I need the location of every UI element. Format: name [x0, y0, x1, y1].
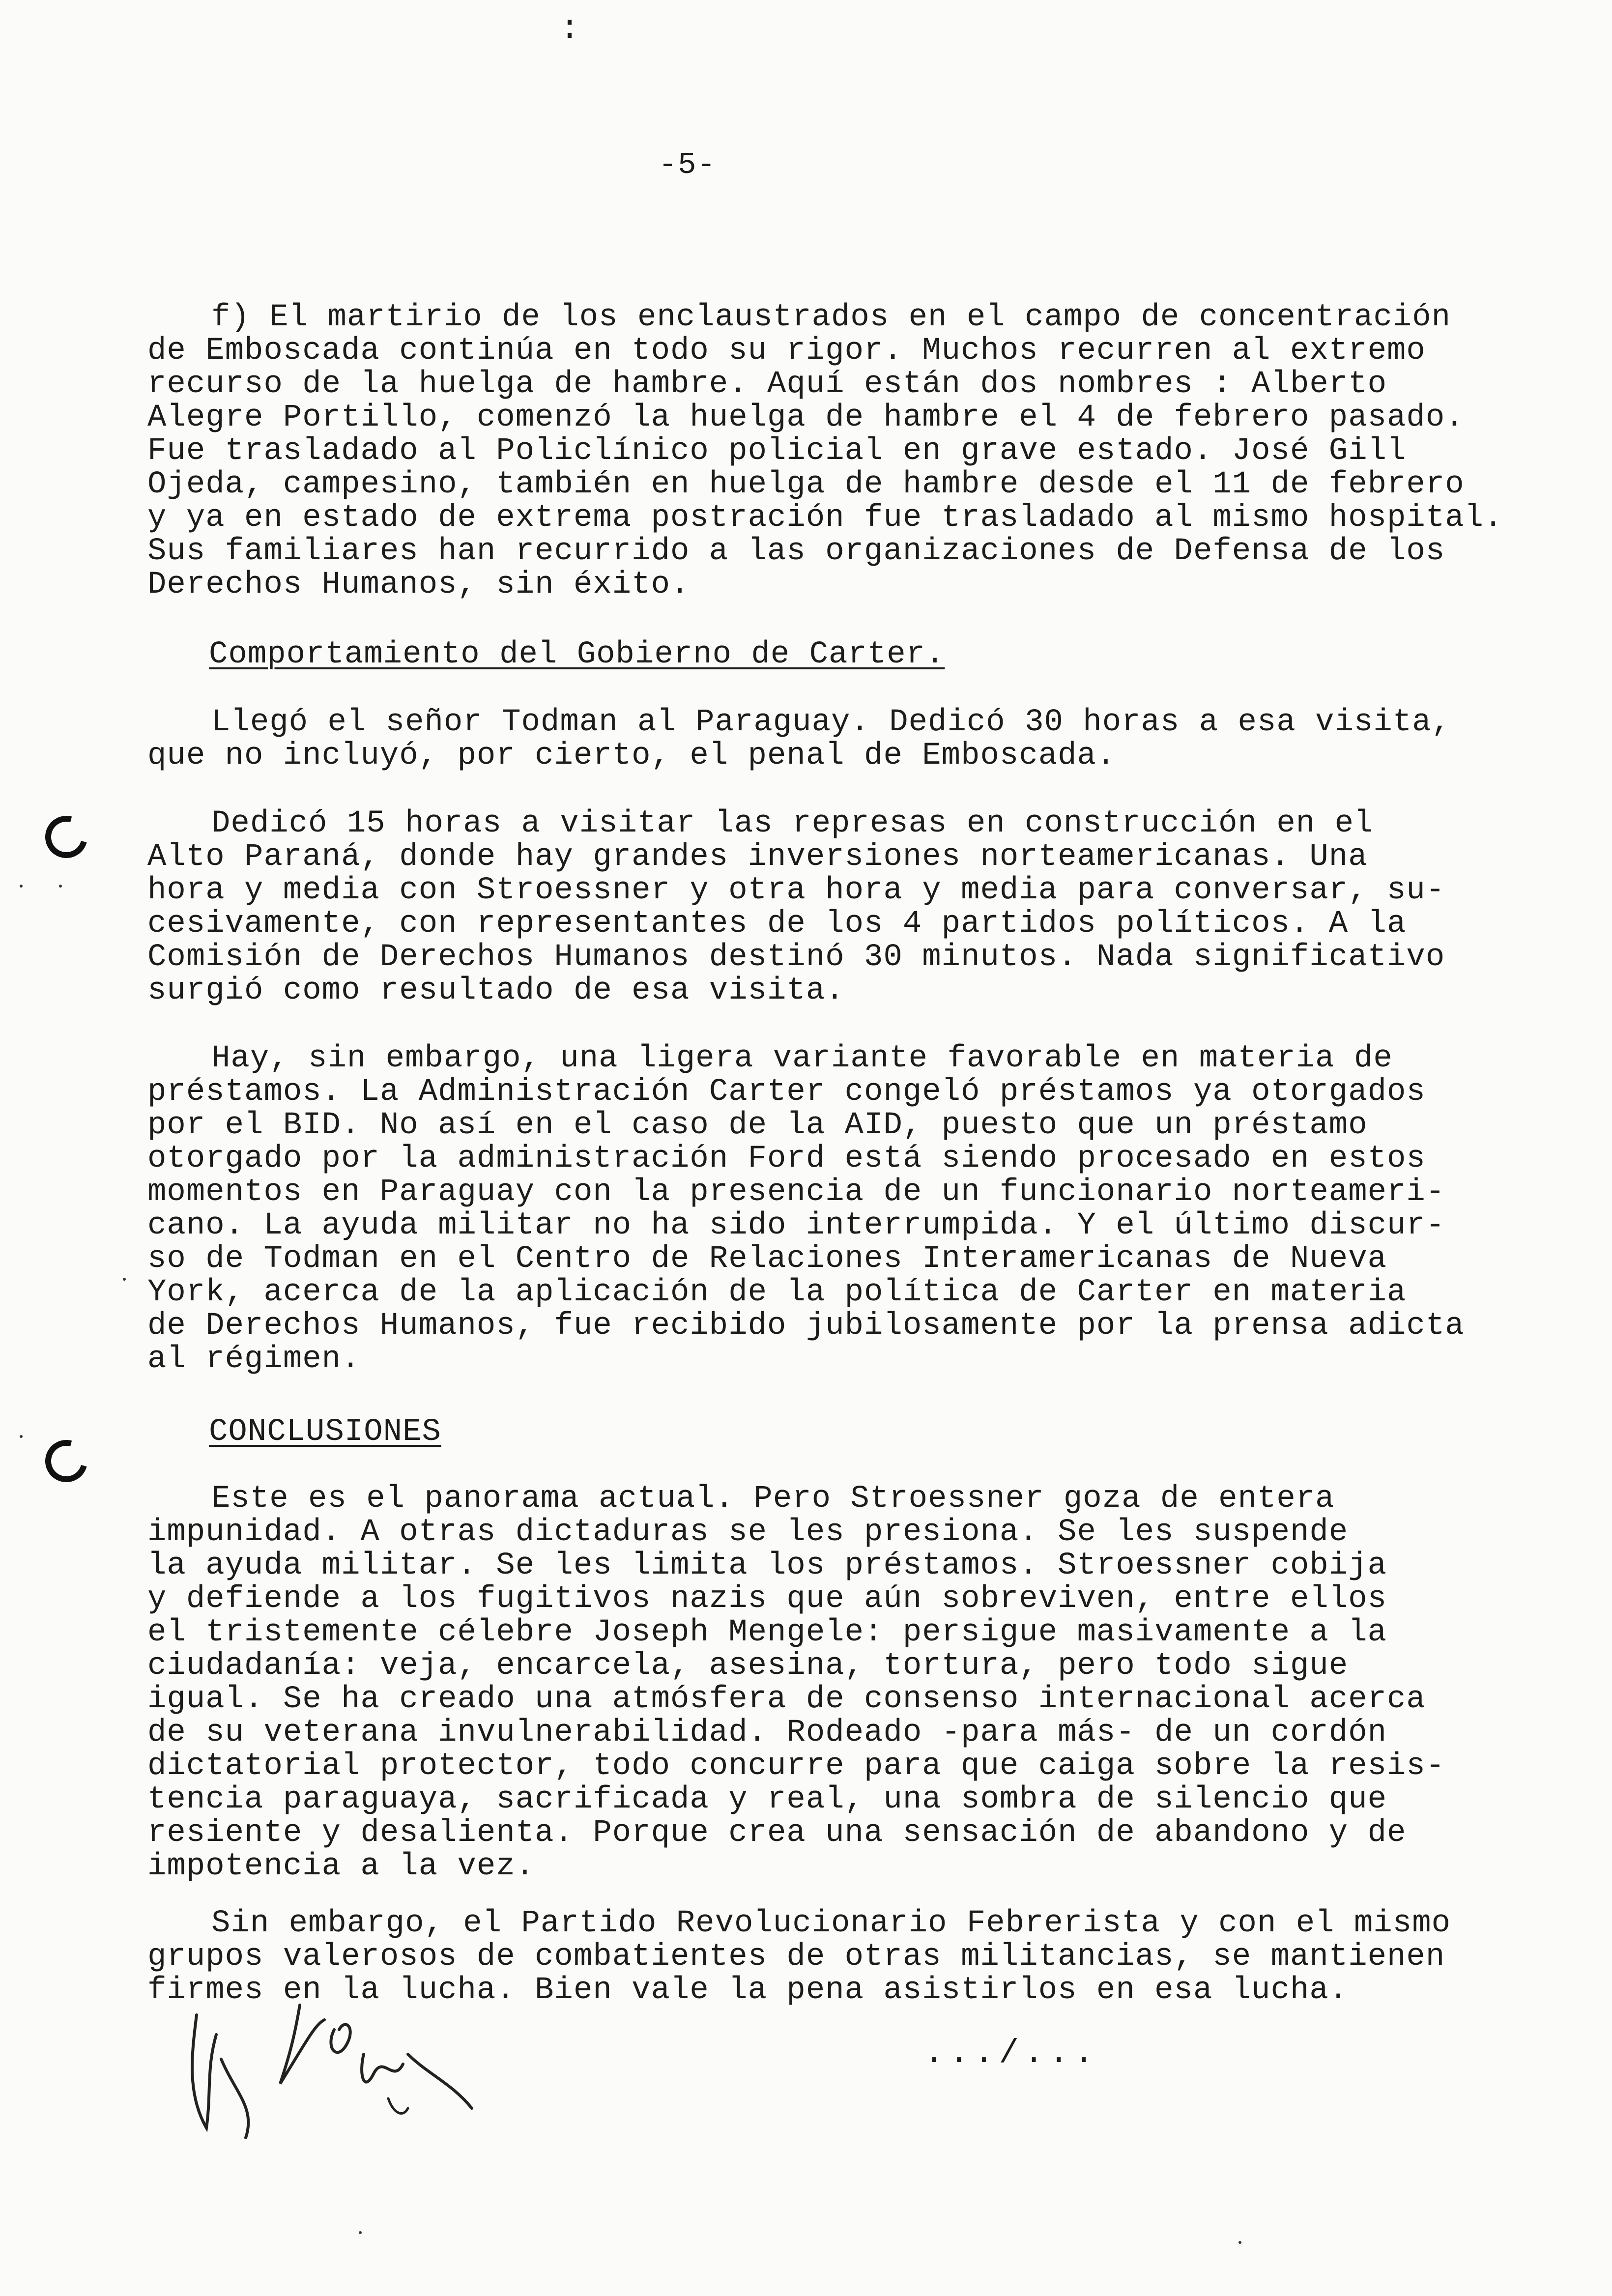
section-f-paragraph: f) El martirio de los enclaustrados en el campo de concentración de Emboscada continúa en todo su rigor. Muchos recurren al extremo recurso de la huelga de hambre. Aquí están dos nombres : Alberto Alegre Portillo, comenzó la huelga de hambre el 4 de febrero pasado. Fue trasladado al Policlínico policial en grave estado. José Gill Ojeda, campesino, también en huelga de hambre desde el 11 de febrero y ya en estado de extrema postración fue trasladado al mismo hospital. Sus familiares han recurrido a las organizaciones de Defensa de los Derechos Humanos, sin éxito. — [147, 300, 1503, 603]
conclusiones-paragraph-2: Sin embargo, el Partido Revolucionario Febrerista y con el mismo grupos valerosos de combatientes de otras militancias, se mantienen firmes en la lucha. Bien vale la pena asistirlos en esa lucha. — [147, 1906, 1451, 2008]
page-number: -5- — [659, 147, 717, 182]
conclusiones-heading: CONCLUSIONES — [209, 1414, 441, 1450]
carter-heading: Comportamiento del Gobierno de Carter. — [209, 637, 945, 672]
conclusiones-paragraph-2-block — [147, 1907, 1602, 2007]
scan-speck — [20, 1435, 23, 1438]
continuation-mark: .../... — [924, 2035, 1099, 2072]
scan-speck — [1238, 2241, 1241, 2244]
carter-paragraph-1-block — [147, 706, 1602, 773]
carter-paragraph-1: Llegó el señor Todman al Paraguay. Dedicó 30 horas a esa visita, que no incluyó, por cierto, el penal de Emboscada. — [147, 705, 1451, 774]
carter-paragraph-2-block — [147, 807, 1602, 1007]
scan-speck — [359, 2231, 362, 2234]
section-f — [147, 301, 1602, 602]
scan-speck — [20, 885, 23, 888]
conclusiones-paragraph-1: Este es el panorama actual. Pero Stroessner goza de entera impunidad. A otras dictaduras se les presiona. Se les suspende la ayuda militar. Se les limita los préstamos. Stroessner cobija y defiende a los fugitivos nazis que aún sobreviven, entre ellos el tristemente célebre Joseph Mengele: persigue masivamente a la ciudadanía: veja, encarcela, asesina, tortura, pero todo sigue igual. Se ha creado una atmósfera de consenso internacional acerca de su veterana invulnerabilidad. Rodeado -para más- de un cordón dictatorial protector, todo concurre para que caiga sobre la resis- tencia paraguaya, sacrificada y real, una sombra de silencio que resiente y desalienta. Porque crea una sensación de abandono y de impotencia a la vez. — [147, 1481, 1445, 1884]
scan-speck — [123, 1278, 126, 1281]
top-mark: : — [559, 10, 580, 49]
carter-paragraph-2: Dedicó 15 horas a visitar las represas en construcción en el Alto Paraná, donde hay grandes inversiones norteamericanas. Una hora y media con Stroessner y otra hora y media para conversar, su- cesivamente, con representantes de los 4 partidos políticos. A la Comisión de Derechos Humanos destinó 30 minutos. Nada significativo surgió como resultado de esa visita. — [147, 806, 1445, 1008]
carter-paragraph-3: Hay, sin embargo, una ligera variante favorable en materia de préstamos. La Administración Carter congeló préstamos ya otorgados por el BID. No así en el caso de la AID, puesto que un préstamo otorgado por la administración Ford está siendo procesado en estos momentos en Paraguay con la presencia de un funcionario norteameri- cano. La ayuda militar no ha sido interrumpida. Y el último discur- so de Todman en el Centro de Relaciones Interamericanas de Nueva York, acerca de la aplicación de la política de Carter en materia de Derechos Humanos, fue recibido jubilosamente por la prensa adicta al régimen. — [147, 1041, 1465, 1377]
handwritten-signature — [177, 1995, 482, 2143]
punch-hole-upper — [37, 808, 95, 865]
carter-paragraph-3-block — [147, 1042, 1602, 1376]
scan-speck — [59, 885, 62, 888]
conclusiones-paragraph-1-block — [147, 1482, 1602, 1883]
punch-hole-lower — [37, 1432, 95, 1490]
